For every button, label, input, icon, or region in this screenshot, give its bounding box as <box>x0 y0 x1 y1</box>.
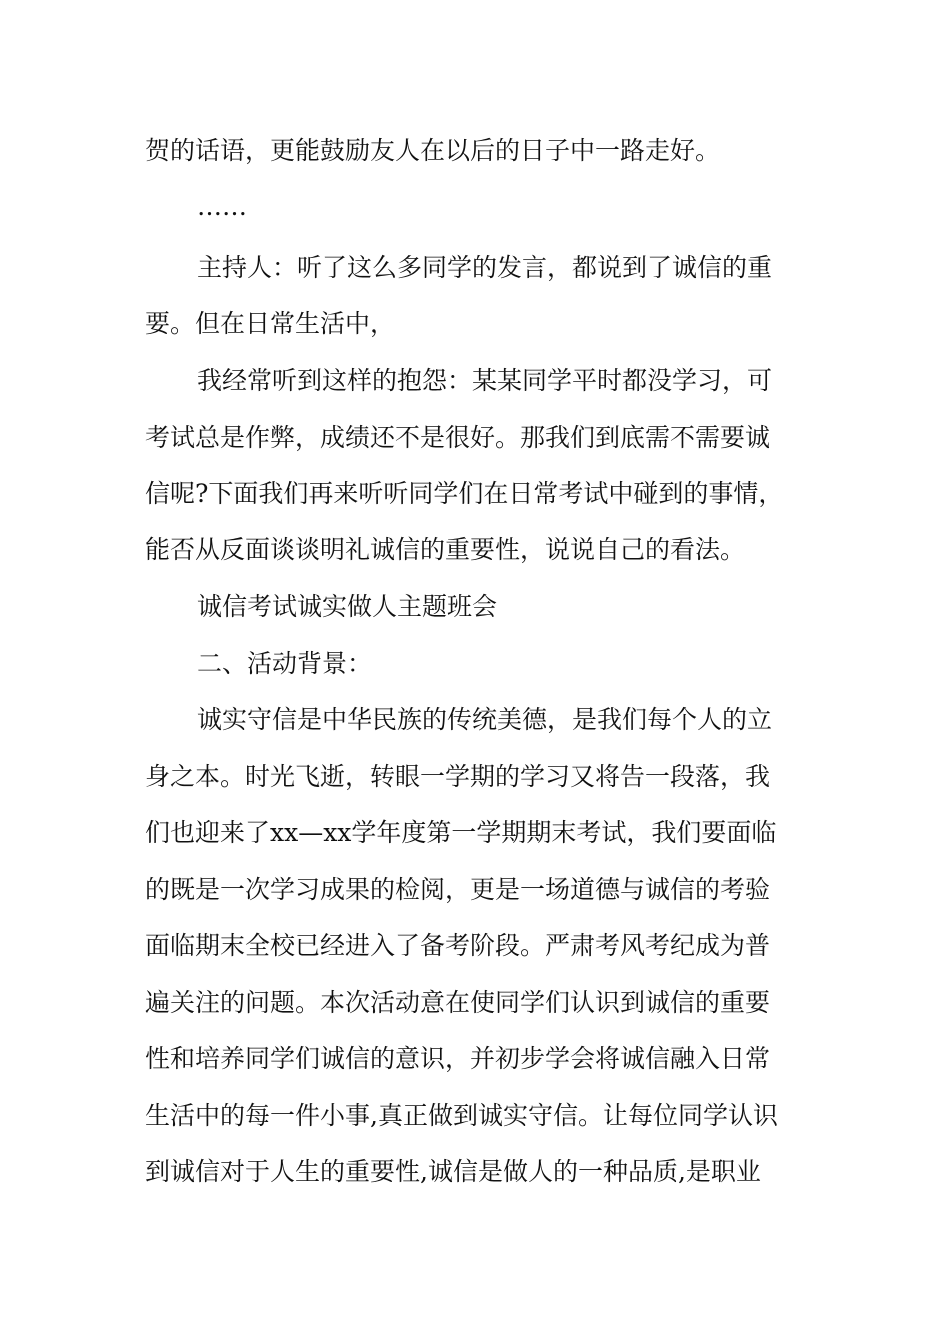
paragraph-line: 诚实守信是中华民族的传统美德，是我们每个人的立 <box>197 705 773 734</box>
paragraph-line: 遍关注的问题。本次活动意在使同学们认识到诚信的重要 <box>145 988 771 1017</box>
paragraph-line: 主持人：听了这么多同学的发言，都说到了诚信的重 <box>197 253 773 282</box>
paragraph-line: 到诚信对于人生的重要性,诚信是做人的一种品质,是职业 <box>145 1157 761 1186</box>
paragraph-line: 身之本。时光飞逝，转眼一学期的学习又将告一段落，我 <box>145 762 771 791</box>
paragraph-line: 性和培养同学们诚信的意识，并初步学会将诚信融入日常 <box>145 1044 771 1073</box>
paragraph-line: 们也迎来了xx—xx学年度第一学期期末考试，我们要面临 <box>145 818 777 847</box>
paragraph-line: 生活中的每一件小事,真正做到诚实守信。让每位同学认识 <box>145 1101 778 1130</box>
ellipsis-line: …… <box>197 192 247 221</box>
paragraph-line: 我经常听到这样的抱怨：某某同学平时都没学习，可 <box>197 366 773 395</box>
paragraph-line: 贺的话语，更能鼓励友人在以后的日子中一路走好。 <box>145 136 721 165</box>
section-heading: 诚信考试诚实做人主题班会 <box>197 592 498 621</box>
paragraph-line: 要。但在日常生活中， <box>145 309 396 338</box>
paragraph-line: 信呢?下面我们再来听听同学们在日常考试中碰到的事情， <box>145 479 784 508</box>
paragraph-line: 的既是一次学习成果的检阅，更是一场道德与诚信的考验 <box>145 875 771 904</box>
section-heading: 二、活动背景： <box>197 649 373 678</box>
paragraph-line: 考试总是作弊，成绩还不是很好。那我们到底需不需要诚 <box>145 423 771 452</box>
paragraph-line: 能否从反面谈谈明礼诚信的重要性，说说自己的看法。 <box>145 535 746 564</box>
paragraph-line: 面临期末全校已经进入了备考阶段。严肃考风考纪成为普 <box>145 931 771 960</box>
